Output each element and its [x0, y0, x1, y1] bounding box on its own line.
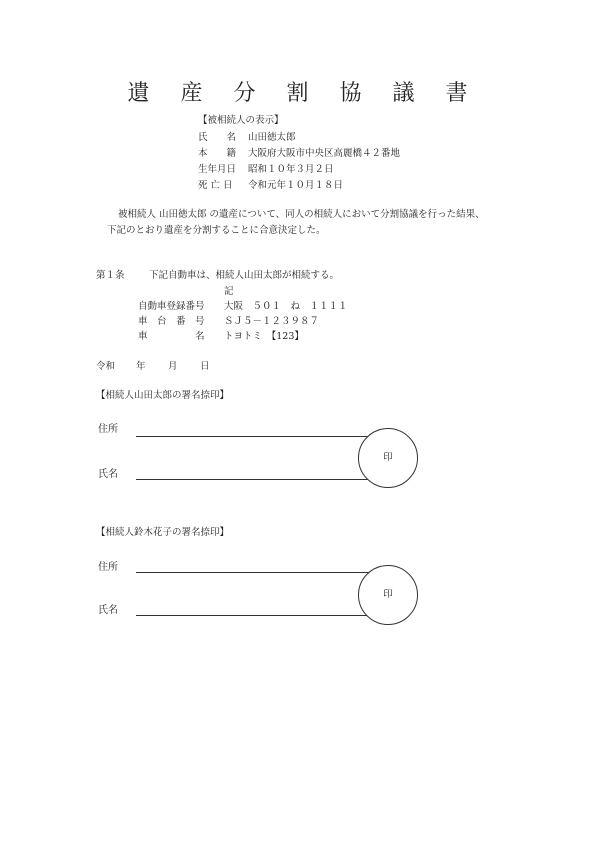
deceased-birthdate-row: [198, 163, 334, 176]
vehicle-registration-value: 大阪 ５０１ ね １１１１: [224, 301, 348, 312]
deceased-name-value: 山田徳太郎: [248, 132, 296, 143]
address-label: 住所: [98, 424, 118, 435]
deceased-birthdate-value: 昭和１０年３月２日: [248, 164, 334, 175]
vehicle-name-value: トヨトミ 【123】: [224, 331, 304, 342]
deceased-domicile-value: 大阪府大阪市中央区高麗橋４２番地: [248, 148, 401, 159]
vehicle-name-row: [138, 330, 304, 343]
article-1-number: 第１条: [96, 270, 125, 281]
address-line[interactable]: [136, 572, 376, 573]
deceased-name-row: [198, 131, 296, 144]
deceased-deathdate-value: 令和元年１０月１８日: [248, 180, 344, 191]
article-1: [96, 269, 340, 282]
date-era: 令和: [96, 361, 116, 372]
signature-header-suzuki: 【相続人鈴木花子の署名捺印】: [96, 527, 230, 538]
name-line[interactable]: [136, 615, 368, 616]
date-year: 年: [136, 361, 146, 372]
deceased-name-label: 氏 名: [198, 132, 237, 143]
vehicle-registration-label: 自動車登録番号: [138, 301, 205, 312]
date-line: [96, 360, 210, 373]
date-month: 月: [168, 361, 178, 372]
vehicle-name-label: 車 名: [138, 331, 205, 342]
address-line[interactable]: [136, 436, 376, 437]
deceased-birthdate-label: 生年月日: [198, 164, 237, 175]
name-line[interactable]: [136, 479, 368, 480]
deceased-section-header: 【被相続人の表示】: [198, 115, 284, 126]
document-title: 遺 産 分 割 協 議 書: [127, 81, 480, 106]
deceased-deathdate-row: [198, 179, 343, 192]
vehicle-chassis-row: [138, 315, 319, 328]
seal-circle[interactable]: 印: [358, 428, 418, 488]
vehicle-registration-row: [138, 300, 348, 313]
vehicle-chassis-value: ＳＪ５－１２３９８７: [224, 316, 320, 327]
deceased-deathdate-label: 死 亡 日: [198, 180, 233, 191]
deceased-domicile-label: 本 籍: [198, 148, 237, 159]
memo-heading: 記: [224, 286, 234, 297]
date-day: 日: [200, 361, 210, 372]
address-label: 住所: [98, 562, 118, 573]
vehicle-chassis-label: 車 台 番 号: [138, 316, 205, 327]
deceased-domicile-row: [198, 147, 400, 160]
seal-circle[interactable]: 印: [358, 565, 418, 625]
name-label: 氏名: [98, 605, 118, 616]
intro-line-1: 被相続人 山田徳太郎 の遺産について、同人の相続人において分割協議を行った結果、: [118, 209, 485, 220]
name-label: 氏名: [98, 469, 118, 480]
intro-line-2: 下記のとおり遺産を分割することに合意決定した。: [107, 225, 326, 236]
signature-header-yamada: 【相続人山田太郎の署名捺印】: [96, 390, 230, 401]
article-1-text: 下記自動車は、相続人山田太郎が相続する。: [149, 270, 340, 281]
